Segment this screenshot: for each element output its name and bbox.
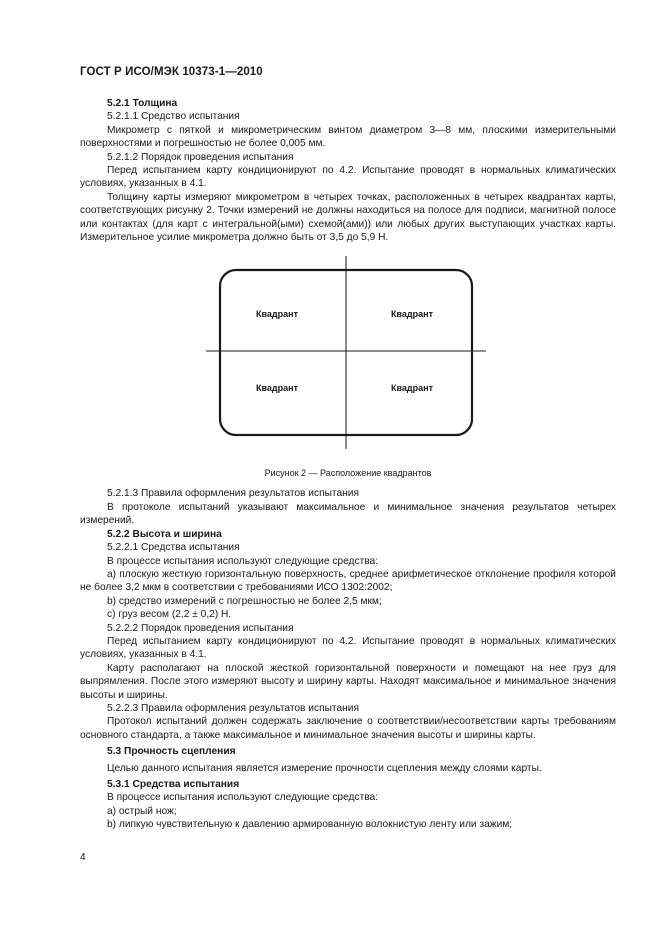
figure-quadrants: [80, 244, 616, 462]
heading-5-2-2: 5.2.2 Высота и ширина: [107, 528, 222, 540]
quadrant-label-bottom-left: Квадрант: [256, 383, 298, 394]
page-number: 4: [80, 852, 86, 863]
heading-5-2-1-1: 5.2.1.1 Средство испытания: [107, 111, 240, 123]
paragraph-adhesion-purpose: Целью данного испытания является измерение прочности сцепления между слоями карты.: [107, 762, 542, 774]
paragraph-conditioning: Перед испытанием карту кондиционируют по 4.2. Испытание проводят в нормальных климатических условиях, указанных в 4.1.: [80, 165, 616, 190]
quadrant-label-top-right: Квадрант: [391, 309, 433, 320]
list-item-b-instrument: b) средство измерений с погрешностью не более 2,5 мкм;: [107, 595, 382, 607]
paragraph-conditioning-2: Перед испытанием карту кондиционируют по 4.2. Испытание проводят в нормальных климатических условиях, указанных в 4.1.: [80, 635, 616, 661]
paragraph-height-width-report: Протокол испытаний должен содержать заключение о соответствии/несоответствии карты требованиям основного стандарта, а также максимальное и минимальное значения высоты и ширины карты.: [80, 716, 616, 741]
heading-5-2-1-2: 5.2.1.2 Порядок проведения испытания: [107, 151, 294, 163]
paragraph-thickness-procedure: Толщину карты измеряют микрометром в четырех точках, расположенных в четырех квадрантах карты, соответствующих рисунку 2. Точки измерений не должны находиться на полосе для подписи, магнитной полосе или контактах (для карт с интегральной(ыми) схемой(ами)) или любых других выступающих участках карты. Измерительное усилие микрометра должно быть от 3,5 до 5,9 Н.: [80, 191, 616, 244]
heading-5-2-2-1: 5.2.2.1 Средства испытания: [107, 542, 240, 554]
heading-5-2-1-3: 5.2.1.3 Правила оформления результатов испытания: [107, 488, 359, 500]
list-item-c-weight: с) груз весом (2,2 ± 0,2) Н.: [107, 609, 232, 621]
quadrant-diagram: [80, 244, 616, 462]
paragraph-micrometer: Микрометр с пяткой и микрометрическим винтом диаметром 3—8 мм, плоскими измерительными поверхностями и погрешностью не более 0,005 мм.: [80, 124, 616, 150]
list-item-a-surface: а) плоскую жесткую горизонтальную поверхность, среднее арифметическое отклонение профиля которой не более 3,2 мкм в соответствии с требованиями ИСО 1302:2002;: [80, 568, 616, 594]
heading-5-3-1: 5.3.1 Средства испытания: [107, 779, 240, 790]
figure-caption: Рисунок 2 — Расположение квадрантов: [264, 468, 432, 479]
list-item-b-tape: b) липкую чувствительную к давлению армированную волокнистую ленту или зажим;: [107, 819, 513, 831]
paragraph-height-width-procedure: Карту располагают на плоской жесткой горизонтальной поверхности и помещают на нее груз для выпрямления. После этого измеряют высоту и ширину карты. Находят максимальное и минимальное значения высоты и ширины.: [80, 662, 616, 701]
paragraph-means-intro: В процессе испытания используют следующие средства:: [107, 555, 379, 567]
standard-header: ГОСТ Р ИСО/МЭК 10373-1—2010: [80, 66, 263, 78]
heading-5-2-1: 5.2.1 Толщина: [107, 98, 178, 109]
heading-5-2-2-2: 5.2.2.2 Порядок проведения испытания: [107, 622, 294, 634]
heading-5-2-2-3: 5.2.2.3 Правила оформления результатов испытания: [107, 702, 359, 714]
heading-5-3: 5.3 Прочность сцепления: [107, 746, 236, 758]
quadrant-label-top-left: Квадрант: [256, 309, 298, 320]
list-item-a-knife: а) острый нож;: [107, 805, 177, 817]
main-content: [80, 97, 616, 832]
quadrant-label-bottom-right: Квадрант: [391, 383, 433, 394]
paragraph-adhesion-means-intro: В процессе испытания используют следующие средства:: [107, 792, 379, 804]
paragraph-thickness-report: В протоколе испытаний указывают максимальное и минимальное значения результатов четырех измерений.: [80, 501, 616, 527]
